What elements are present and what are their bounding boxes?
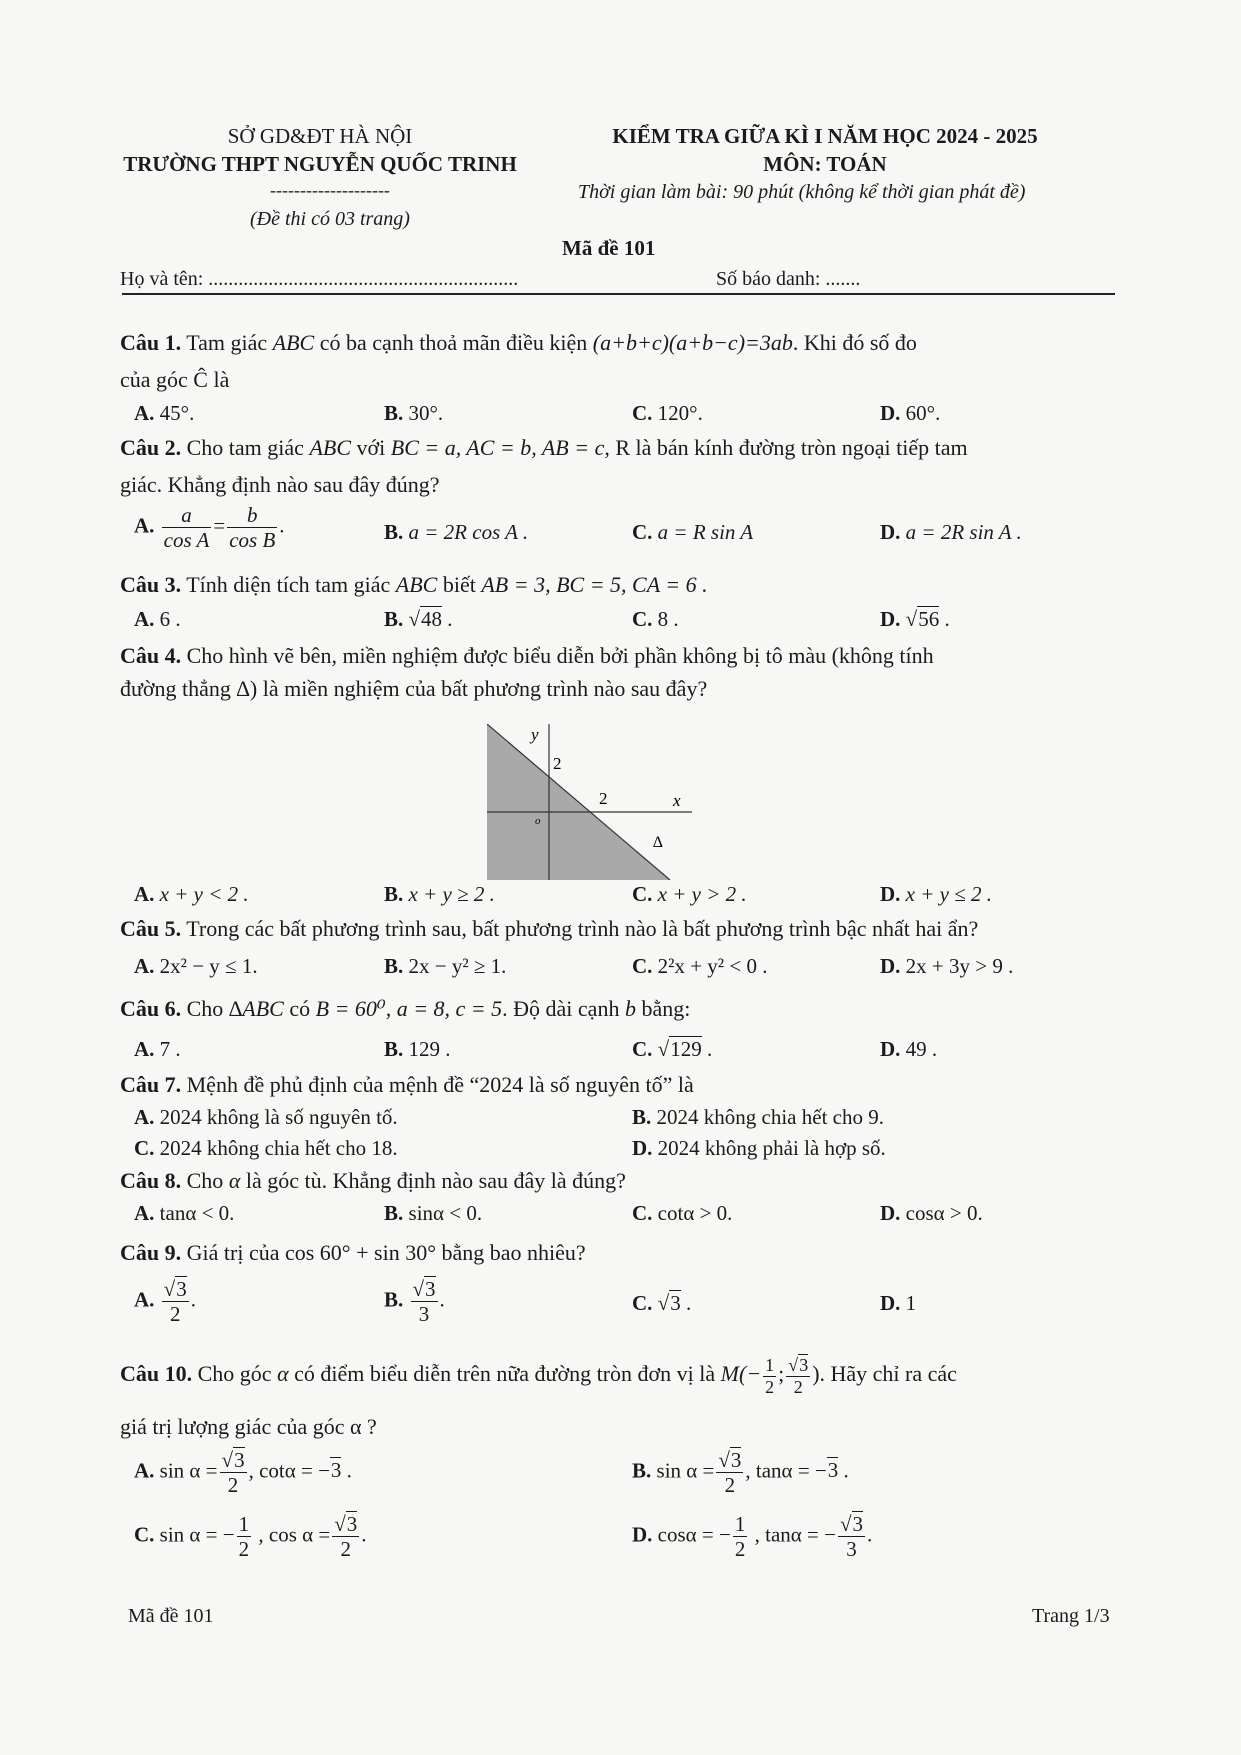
fraction xyxy=(237,1512,252,1561)
question-label: Câu 3. xyxy=(120,572,182,597)
denominator: 2 xyxy=(238,1537,250,1562)
radicand: 3 xyxy=(799,1355,809,1375)
fraction xyxy=(733,1512,748,1561)
option-letter: D. xyxy=(880,1201,901,1225)
option-letter: B. xyxy=(384,520,404,544)
q4-option-a[interactable] xyxy=(134,882,249,907)
question-text: . Khi đó số đo xyxy=(792,330,917,355)
numerator: √3 xyxy=(412,1277,436,1301)
q5-option-c[interactable] xyxy=(632,954,767,979)
q1-option-a[interactable] xyxy=(134,401,194,426)
option-letter: D. xyxy=(880,520,901,544)
numerator: √3 xyxy=(163,1277,187,1301)
q3-option-d[interactable]: D. √56 . xyxy=(880,607,950,631)
header-rule xyxy=(122,293,1115,295)
q10-option-a[interactable] xyxy=(134,1448,352,1497)
period: . xyxy=(867,1522,873,1547)
question-text: là góc tù. Khẳng định nào sau đây là đúng? xyxy=(240,1168,626,1193)
denominator: 2 xyxy=(765,1376,775,1397)
question-8 xyxy=(120,1168,626,1194)
math: α xyxy=(228,1168,241,1193)
q10-option-c[interactable] xyxy=(134,1512,367,1561)
option-value: 49 . xyxy=(905,1037,938,1061)
radicand: 48 xyxy=(421,607,443,631)
origin-label: o xyxy=(535,815,541,827)
option-value: 2024 không chia hết cho 9. xyxy=(656,1105,884,1129)
option-letter: B. xyxy=(632,1458,652,1483)
q4-option-d[interactable] xyxy=(880,882,992,907)
option-letter: D. xyxy=(880,882,901,906)
question-text: Trong các bất phương trình sau, bất phương trình nào là bất phương trình bậc nhất hai ẩn? xyxy=(186,916,979,941)
radicand: 3 xyxy=(346,1512,358,1536)
question-7 xyxy=(120,1072,694,1098)
fraction xyxy=(332,1512,359,1561)
option-value: 2024 không là số nguyên tố. xyxy=(159,1105,398,1129)
option-letter: A. xyxy=(134,401,155,425)
question-label: Câu 4. xyxy=(120,643,182,668)
option-letter: D. xyxy=(632,1522,653,1547)
option-value: cosα = − xyxy=(657,1522,731,1547)
fraction xyxy=(162,1277,189,1326)
option-letter: C. xyxy=(632,954,653,978)
q2-option-c[interactable] xyxy=(632,520,753,545)
option-letter: D. xyxy=(632,1136,653,1160)
option-letter: C. xyxy=(632,607,653,631)
question-5 xyxy=(120,916,978,942)
numerator: √3 xyxy=(334,1512,358,1536)
option-letter: C. xyxy=(632,1201,653,1225)
q5-option-a[interactable] xyxy=(134,954,258,979)
question-text: Cho xyxy=(186,1168,229,1193)
question-text: có điểm biểu diễn trên nữa đường tròn đơn vị là xyxy=(288,1361,721,1387)
option-value: sin α = xyxy=(656,1458,715,1483)
q4-option-c[interactable] xyxy=(632,882,747,907)
option-value: 60°. xyxy=(905,401,941,425)
question-text: . Hãy chỉ ra các xyxy=(819,1361,957,1387)
radicand: 3 xyxy=(425,1277,436,1301)
option-value: 2024 không chia hết cho 18. xyxy=(159,1136,398,1160)
option-value: 129 . xyxy=(408,1037,451,1061)
question-label: Câu 9. xyxy=(120,1240,182,1265)
q7-option-a[interactable] xyxy=(134,1105,398,1130)
question-text: Cho xyxy=(186,996,229,1021)
q10-option-b[interactable] xyxy=(632,1448,849,1497)
option-value: 2²x + y² < 0 . xyxy=(657,954,768,978)
option-letter: A. xyxy=(134,607,155,631)
solution-region-figure xyxy=(487,724,692,880)
option-letter: D. xyxy=(880,1037,901,1061)
question-4 xyxy=(120,643,934,669)
denominator: 2 xyxy=(734,1537,746,1562)
math: ABC xyxy=(272,330,315,355)
option-letter: B. xyxy=(384,1037,404,1061)
q8-option-b[interactable] xyxy=(384,1201,482,1226)
q9-option-a[interactable] xyxy=(134,1277,196,1326)
option-letter: A. xyxy=(134,954,155,978)
math: BC = a, AC = b, AB = c xyxy=(390,435,605,460)
page-count-note: (Đề thi có 03 trang) xyxy=(250,208,410,230)
numerator: √3 xyxy=(839,1512,863,1536)
equals-sign: = xyxy=(213,513,226,538)
option-value: 2x² − y ≤ 1. xyxy=(159,954,258,978)
math: M(− xyxy=(720,1361,762,1387)
option-letter: A. xyxy=(134,1458,155,1483)
math: ) xyxy=(812,1361,820,1387)
option-letter: B. xyxy=(384,1201,404,1225)
time-limit: Thời gian làm bài: 90 phút (không kể thời gian phát đề) xyxy=(578,181,1026,203)
y-intercept-label: 2 xyxy=(553,754,562,773)
option-value: 2024 không phải là hợp số. xyxy=(657,1136,886,1160)
denominator: 3 xyxy=(418,1302,430,1327)
q3-option-b[interactable]: B. √48 . xyxy=(384,607,453,631)
option-letter: C. xyxy=(632,520,653,544)
question-text: Giá trị của xyxy=(186,1240,285,1265)
fraction xyxy=(227,503,277,552)
math: (a+b+c)(a+b−c)=3ab xyxy=(592,330,793,355)
option-value: 2x − y² ≥ 1. xyxy=(408,954,507,978)
option-letter: D. xyxy=(880,1291,901,1315)
option-value: 6 . xyxy=(159,607,181,631)
question-3 xyxy=(120,572,708,598)
x-axis-label: x xyxy=(673,791,681,810)
option-value: a = R sin A xyxy=(657,520,754,544)
question-text: Mệnh đề phủ định của mệnh đề “2024 là số nguyên tố” là xyxy=(186,1072,694,1097)
math: ABC xyxy=(395,572,438,597)
option-letter: C. xyxy=(632,1037,653,1061)
q2-option-a[interactable] xyxy=(134,503,285,552)
separator: ; xyxy=(778,1361,785,1387)
radicand: 3 xyxy=(852,1512,863,1536)
option-value: 7 . xyxy=(159,1037,181,1061)
question-label: Câu 6. xyxy=(120,996,182,1021)
q9-option-c[interactable]: C. √3 . xyxy=(632,1291,692,1315)
q3-option-c[interactable] xyxy=(632,607,679,632)
radicand: 56 xyxy=(918,607,940,631)
question-text: bằng: xyxy=(635,996,691,1021)
question-1-line2: của góc Ĉ là xyxy=(120,367,230,392)
option-value: tanα < 0. xyxy=(159,1201,235,1225)
footer-exam-code: Mã đề 101 xyxy=(128,1605,214,1627)
option-value: x + y > 2 . xyxy=(657,882,747,906)
option-letter: A. xyxy=(134,1287,155,1312)
question-label: Câu 2. xyxy=(120,435,182,460)
option-value: a = 2R sin A . xyxy=(905,520,1022,544)
option-letter: D. xyxy=(880,401,901,425)
subject: MÔN: TOÁN xyxy=(763,152,887,176)
fraction xyxy=(716,1448,743,1497)
q1-option-b[interactable] xyxy=(384,401,443,426)
question-label: Câu 5. xyxy=(120,916,182,941)
q5-option-d[interactable] xyxy=(880,954,1013,979)
denominator: cos A xyxy=(163,528,210,553)
exam-title: KIỂM TRA GIỮA KÌ I NĂM HỌC 2024 - 2025 xyxy=(612,124,1038,148)
question-text: Cho góc xyxy=(197,1361,278,1387)
option-letter: A. xyxy=(134,1037,155,1061)
period: . xyxy=(939,607,950,631)
name-field: Họ và tên: .............................................................. xyxy=(120,268,519,290)
radicand: 3 xyxy=(670,1291,681,1315)
option-letter: B. xyxy=(384,401,404,425)
option-value: 120°. xyxy=(657,401,703,425)
question-2-line2: giác. Khẳng định nào sau đây đúng? xyxy=(120,472,440,497)
q6-option-b[interactable] xyxy=(384,1037,451,1062)
numerator: √3 xyxy=(718,1448,742,1472)
period: . xyxy=(341,1458,352,1483)
question-text: Tam giác xyxy=(186,330,273,355)
option-value: 30°. xyxy=(408,401,444,425)
option-value: , tanα = − xyxy=(749,1522,836,1547)
delta-label: ∆ xyxy=(653,834,663,851)
question-label: Câu 8. xyxy=(120,1168,182,1193)
option-letter: C. xyxy=(632,401,653,425)
period: . xyxy=(680,1291,692,1315)
q8-option-a[interactable] xyxy=(134,1201,234,1226)
q6-option-d[interactable] xyxy=(880,1037,937,1062)
fraction xyxy=(220,1448,247,1497)
fraction xyxy=(838,1512,865,1561)
candidate-number-field: Số báo danh: ....... xyxy=(716,268,861,290)
period: . xyxy=(190,1287,196,1312)
question-6 xyxy=(120,996,690,1022)
q4-option-b[interactable] xyxy=(384,882,495,907)
option-letter: A. xyxy=(134,1105,155,1129)
q7-option-c[interactable] xyxy=(134,1136,398,1161)
radicand: 3 xyxy=(827,1458,839,1483)
option-value: , cos α = xyxy=(253,1522,331,1547)
q8-option-c[interactable] xyxy=(632,1201,732,1226)
period: . xyxy=(279,513,285,538)
q7-option-d[interactable] xyxy=(632,1136,886,1161)
radicand: 3 xyxy=(730,1448,742,1472)
option-value: 1 xyxy=(905,1291,917,1315)
denominator: 2 xyxy=(227,1473,239,1498)
option-value: x + y ≥ 2 . xyxy=(408,882,495,906)
math: cos 60° + sin 30° xyxy=(284,1240,436,1265)
option-value: cosα > 0. xyxy=(905,1201,983,1225)
radicand: 3 xyxy=(234,1448,245,1472)
q9-option-d[interactable] xyxy=(880,1291,916,1316)
numerator: 1 xyxy=(238,1512,250,1536)
q10-option-d[interactable] xyxy=(632,1512,872,1561)
question-text: có ba cạnh thoả mãn điều kiện xyxy=(314,330,593,355)
q5-option-b[interactable] xyxy=(384,954,506,979)
option-letter: A. xyxy=(134,513,155,538)
option-letter: B. xyxy=(632,1105,652,1129)
numerator: √3 xyxy=(221,1448,245,1472)
question-text: Cho tam giác xyxy=(186,435,310,460)
dept-name: SỞ GD&ĐT HÀ NỘI xyxy=(227,124,413,148)
math: α xyxy=(277,1361,289,1387)
question-text: , R là bán kính đường tròn ngoại tiếp tam xyxy=(604,435,968,460)
option-value: sinα < 0. xyxy=(408,1201,483,1225)
option-letter: C. xyxy=(632,1291,653,1315)
option-value: cotα > 0. xyxy=(657,1201,733,1225)
option-letter: D. xyxy=(880,607,901,631)
question-10-line2: giá trị lượng giác của góc α ? xyxy=(120,1414,377,1439)
option-letter: C. xyxy=(134,1522,155,1547)
q3-option-a[interactable] xyxy=(134,607,181,632)
numerator: 1 xyxy=(765,1355,775,1375)
radicand: 129 xyxy=(670,1037,702,1061)
fraction xyxy=(162,503,212,552)
q6-option-c[interactable]: C. √129 . xyxy=(632,1037,713,1061)
period: . xyxy=(701,1037,713,1061)
denominator: 2 xyxy=(169,1302,181,1327)
fraction xyxy=(411,1277,438,1326)
question-10 xyxy=(120,1355,957,1397)
option-value: x + y < 2 . xyxy=(159,882,249,906)
math: B = 60⁰, a = 8, c = 5 xyxy=(315,996,503,1021)
option-letter: C. xyxy=(632,882,653,906)
q1-option-c[interactable] xyxy=(632,401,703,426)
option-letter: B. xyxy=(384,1287,404,1312)
math: b xyxy=(624,996,636,1021)
denominator: 3 xyxy=(846,1537,857,1562)
dashes: -------------------- xyxy=(270,180,390,200)
question-text: bằng bao nhiêu? xyxy=(436,1240,586,1265)
school-name: TRƯỜNG THPT NGUYỄN QUỐC TRINH xyxy=(123,152,517,176)
question-label: Câu 1. xyxy=(120,330,182,355)
option-letter: C. xyxy=(134,1136,155,1160)
option-letter: B. xyxy=(384,954,404,978)
option-value: 8 . xyxy=(657,607,679,631)
numerator: 1 xyxy=(734,1512,746,1536)
option-letter: B. xyxy=(384,607,404,631)
question-9 xyxy=(120,1240,586,1266)
q2-option-d[interactable] xyxy=(880,520,1022,545)
denominator: 2 xyxy=(340,1537,351,1562)
question-text: Tính diện tích tam giác xyxy=(186,572,396,597)
period: . xyxy=(439,1287,445,1312)
question-label: Câu 10. xyxy=(120,1361,193,1387)
question-4-line2: đường thẳng ∆) là miền nghiệm của bất phương trình nào sau đây? xyxy=(120,676,708,701)
option-value: sin α = − xyxy=(159,1522,235,1547)
numerator: √3 xyxy=(788,1355,809,1375)
radicand: 3 xyxy=(330,1458,342,1483)
math: ABC xyxy=(309,435,351,460)
period: . xyxy=(361,1522,367,1547)
y-axis-label: y xyxy=(531,725,539,744)
q9-option-b[interactable] xyxy=(384,1277,445,1326)
footer-page-number: Trang 1/3 xyxy=(1032,1605,1110,1627)
question-1 xyxy=(120,330,917,356)
option-letter: B. xyxy=(384,882,404,906)
question-text: biết xyxy=(437,572,482,597)
denominator: cos B xyxy=(229,528,276,553)
exam-code: Mã đề 101 xyxy=(562,236,656,260)
option-value: , tanα = − xyxy=(745,1458,827,1483)
q2-option-b[interactable] xyxy=(384,520,528,545)
option-value: x + y ≤ 2 . xyxy=(905,882,993,906)
option-value: sin α = xyxy=(159,1458,218,1483)
denominator: 2 xyxy=(793,1376,803,1397)
question-text: Cho hình vẽ bên, miền nghiệm được biểu diễn bởi phần không bị tô màu (không tính xyxy=(186,643,934,668)
option-letter: A. xyxy=(134,882,155,906)
option-value: a = 2R cos A . xyxy=(408,520,529,544)
q6-option-a[interactable] xyxy=(134,1037,181,1062)
fraction xyxy=(763,1355,776,1397)
question-text: . Độ dài cạnh xyxy=(502,996,625,1021)
option-value: 2x + 3y > 9 . xyxy=(905,954,1014,978)
question-label: Câu 7. xyxy=(120,1072,182,1097)
option-letter: A. xyxy=(134,1201,155,1225)
period: . xyxy=(442,607,453,631)
math: ∆ABC xyxy=(228,996,284,1021)
q1-option-d[interactable] xyxy=(880,401,940,426)
radicand: 3 xyxy=(176,1277,187,1301)
numerator: a xyxy=(162,503,212,528)
numerator: b xyxy=(227,503,277,528)
q7-option-b[interactable] xyxy=(632,1105,884,1130)
question-text: có xyxy=(283,996,316,1021)
math: AB = 3, BC = 5, CA = 6 . xyxy=(481,572,708,597)
option-letter: D. xyxy=(880,954,901,978)
q8-option-d[interactable] xyxy=(880,1201,983,1226)
denominator: 2 xyxy=(724,1473,736,1498)
fraction xyxy=(786,1355,810,1397)
question-text: với xyxy=(351,435,391,460)
option-value: 45°. xyxy=(159,401,195,425)
option-value: , cotα = − xyxy=(248,1458,330,1483)
period: . xyxy=(838,1458,849,1483)
question-2 xyxy=(120,435,968,461)
x-intercept-label: 2 xyxy=(599,789,608,808)
